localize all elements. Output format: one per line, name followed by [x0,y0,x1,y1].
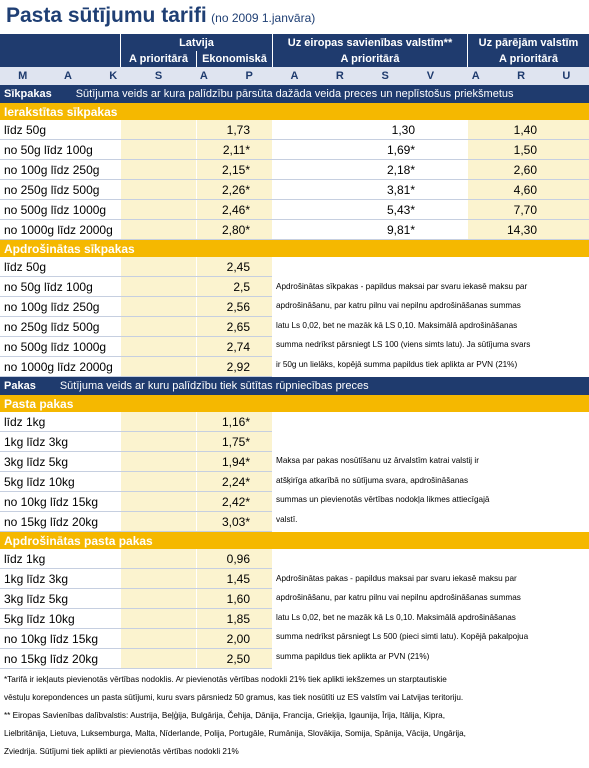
maksa-letter: U [562,70,571,82]
price-lv-cell: 2,5 [196,277,272,296]
weight-cell: līdz 50g [4,122,47,137]
note-line: summa nedrīkst pārsniegt LS 100 (viens simts latu). Ja sūtījuma svars [276,340,531,350]
a-prior-lv-cell [120,257,196,276]
title-main: Pasta sūtījumu tarifi [6,4,207,27]
table-row [0,569,272,589]
section-sikpakas-desc: Sūtījuma veids ar kura palīdzību pārsūta dažāda veida preces un neplīstošus priekšmetus [75,88,514,100]
price-lv-cell: 2,46* [196,200,272,219]
header-latvija: Latvija [120,34,272,51]
table-row [0,257,272,277]
note-pasta-pakas [272,412,589,532]
note-line: valstī. [276,514,298,524]
maksa-letter: R [335,70,344,82]
a-prior-lv-cell [120,277,196,296]
table-row [0,297,272,317]
price-eu-cell: 5,43* [272,200,467,219]
table-row [0,200,589,220]
a-prior-lv-cell [120,589,196,608]
price-lv-cell: 2,00 [196,629,272,648]
maksa-letter: M [18,70,28,82]
table-row [0,357,272,377]
note-line: latu Ls 0,02, bet ne mazāk kā Ls 0,10. Maksimālā apdrošināšanas [276,612,516,622]
header-row-1 [0,34,589,51]
header-a-prior-lv: A prioritārā [120,51,196,67]
a-prior-lv-cell [120,569,196,588]
weight-cell: no 250g līdz 500g [4,182,100,197]
weight-cell: 1kg līdz 3kg [4,571,69,586]
a-prior-lv-cell [120,512,196,531]
price-lv-cell: 2,15* [196,160,272,179]
note-line: apdrošināšanu, par katru pilnu vai nepilnu apdrošināšanas summas [276,593,521,603]
a-prior-lv-cell [120,120,196,139]
table-ierakstitas [0,120,589,240]
table-row [0,609,272,629]
a-prior-lv-cell [120,357,196,376]
table-row [0,337,272,357]
weight-cell: 3kg līdz 5kg [4,591,69,606]
table-row [0,472,272,492]
a-prior-lv-cell [120,160,196,179]
table-row [0,180,589,200]
price-lv-cell: 2,45 [196,257,272,276]
table-row [0,412,272,432]
table-row [0,589,272,609]
note-line: latu Ls 0,02, bet ne mazāk kā LS 0,10. Maksimālā apdrošināšanas [276,320,518,330]
price-lv-cell: 1,16* [196,412,272,431]
price-other-cell: 14,30 [467,220,589,239]
price-lv-cell: 2,56 [196,297,272,316]
subsection-ierakstitas: Ierakstītas sīkpakas [0,103,589,120]
table-row [0,492,272,512]
a-prior-lv-cell [120,200,196,219]
zone-apdrosinatas-sikpakas [0,257,589,377]
table-row [0,549,272,569]
section-pakas-desc: Sūtījuma veids ar kuru palīdzību tiek sūtītas rūpniecības preces [59,380,369,392]
table-row [0,277,272,297]
a-prior-lv-cell [120,297,196,316]
table-row [0,160,589,180]
weight-cell: 1kg līdz 3kg [4,434,69,449]
a-prior-lv-cell [120,180,196,199]
table-apdrosinatas-sikpakas [0,257,272,377]
table-row [0,629,272,649]
note-line: summa papildus tiek aplikta ar PVN (21%) [276,651,430,661]
price-eu-cell: 1,30 [272,120,467,139]
table-row [0,432,272,452]
header-other: Uz pārējām valstīm [467,34,589,51]
note-apdrosinatas-pakas [272,549,589,669]
weight-cell: līdz 1kg [4,551,46,566]
footer-line: Lielbritānija, Lietuva, Luksemburga, Malta, Nīderlande, Polija, Portugāle, Rumānija, Slovākija, Somija, Spānija, Vācija, Ungārija, [4,729,466,738]
price-lv-cell: 1,60 [196,589,272,608]
section-pakas [0,377,589,395]
note-line: ir 50g un lielāks, kopējā summa papildus tiek aplikta ar PVN (21%) [276,359,518,369]
note-line: atšķirīga atkarībā no sūtījuma svara, apdrošināšanas [276,475,469,485]
note-line [276,257,589,277]
price-lv-cell: 2,42* [196,492,272,511]
price-other-cell: 1,50 [467,140,589,159]
a-prior-lv-cell [120,432,196,451]
a-prior-lv-cell [120,412,196,431]
weight-cell: līdz 1kg [4,414,46,429]
weight-cell: no 15kg līdz 20kg [4,651,99,666]
weight-cell: no 50g līdz 100g [4,142,93,157]
weight-cell: 5kg līdz 10kg [4,474,75,489]
a-prior-lv-cell [120,649,196,668]
a-prior-lv-cell [120,220,196,239]
a-prior-lv-cell [120,317,196,336]
maksa-letter: K [109,70,118,82]
page-title [0,0,589,34]
price-eu-cell: 1,69* [272,140,467,159]
weight-cell: 3kg līdz 5kg [4,454,69,469]
price-eu-cell: 3,81* [272,180,467,199]
price-lv-cell: 1,94* [196,452,272,471]
weight-cell: no 50g līdz 100g [4,279,93,294]
maksa-letter: S [381,70,389,82]
price-lv-cell: 1,45 [196,569,272,588]
a-prior-lv-cell [120,629,196,648]
price-lv-cell: 1,73 [196,120,272,139]
footer-line: *Tarifā ir iekļauts pievienotās vērtības nodoklis. Ar pievienotās vērtības nodokli 21% tiek aplikti iekšzemes un starptautiskie [4,675,447,684]
section-sikpakas-label: Sīkpakas [4,88,52,100]
footer-line: ** Eiropas Savienības dalībvalstis: Austrija, Beļģija, Bulgārija, Čehija, Dānija, Francija, Grieķija, Igaunija, Īrija, Itālija, Kipra, [4,711,445,720]
note-line: apdrošināšanu, par katru pilnu vai nepilnu apdrošināšanas summas [276,301,521,311]
price-other-cell: 1,40 [467,120,589,139]
maksa-letter: V [426,70,435,82]
price-lv-cell: 2,74 [196,337,272,356]
weight-cell: no 15kg līdz 20kg [4,514,99,529]
price-lv-cell: 2,26* [196,180,272,199]
footer-line: vēstuļu korepondences un pasta sūtījumi, kuru svars pārsniedz 50 gramus, kas tiek nosūtīti uz ES valstīm vai Latvijas teritoriju. [4,693,464,702]
a-prior-lv-cell [120,140,196,159]
title-sub: (no 2009 1.janvāra) [211,11,316,25]
price-eu-cell: 9,81* [272,220,467,239]
weight-cell: no 10kg līdz 15kg [4,494,99,509]
price-lv-cell: 1,75* [196,432,272,451]
note-line: Maksa par pakas nosūtīšanu uz ārvalstīm katrai valstij ir [276,456,479,466]
price-lv-cell: 2,50 [196,649,272,668]
price-lv-cell: 2,80* [196,220,272,239]
note-line: Apdrošinātas pakas - papildus maksai par svaru iekasē maksu par [276,573,517,583]
price-other-cell: 7,70 [467,200,589,219]
weight-cell: no 250g līdz 500g [4,319,100,334]
weight-cell: no 100g līdz 250g [4,162,100,177]
header-ekonomiska: Ekonomiskā [196,51,272,67]
maksa-letter: P [245,70,253,82]
price-eu-cell: 2,18* [272,160,467,179]
maksa-letter: R [517,70,526,82]
note-apdrosinatas-sikpakas [272,257,589,377]
weight-cell: no 500g līdz 1000g [4,339,107,354]
weight-cell: no 10kg līdz 15kg [4,631,99,646]
maksa-letter: A [199,70,208,82]
note-line: summas un pievienotās vērtības nodokļa likmes attiecīgajā [276,495,490,505]
header-a-prior-other: A prioritārā [467,51,589,67]
table-row [0,317,272,337]
note-line [276,432,589,452]
maksa-letter: S [154,70,163,82]
price-other-cell: 4,60 [467,180,589,199]
note-line: Apdrošinātas sīkpakas - papildus maksai par svaru iekasē maksu par [276,281,528,291]
a-prior-lv-cell [120,337,196,356]
subsection-apdrosinatas-sikpakas: Apdrošinātas sīkpakas [0,240,589,257]
table-row [0,220,589,240]
subsection-apdrosinatas-pakas: Apdrošinātas pasta pakas [0,532,589,549]
table-row [0,512,272,532]
footer-notes [0,669,589,761]
note-line [276,412,589,432]
weight-cell: no 1000g līdz 2000g [4,359,113,374]
table-row [0,649,272,669]
table-row [0,452,272,472]
table-apdrosinatas-pakas [0,549,272,669]
footer-line: Zviedrija. Sūtījumi tiek aplikti ar pievienotās vērtības nodokli 21% [4,747,239,756]
price-lv-cell: 2,92 [196,357,272,376]
a-prior-lv-cell [120,472,196,491]
price-lv-cell: 0,96 [196,549,272,568]
section-sikpakas [0,85,589,103]
table-pasta-pakas [0,412,272,532]
a-prior-lv-cell [120,492,196,511]
subsection-pasta-pakas: Pasta pakas [0,395,589,412]
table-row [0,120,589,140]
price-lv-cell: 3,03* [196,512,272,531]
weight-cell: no 500g līdz 1000g [4,202,107,217]
price-lv-cell: 1,85 [196,609,272,628]
maksa-letter: A [290,70,299,82]
weight-cell: no 1000g līdz 2000g [4,222,113,237]
a-prior-lv-cell [120,609,196,628]
note-line [276,549,589,569]
header-row-2 [0,51,589,67]
price-other-cell: 2,60 [467,160,589,179]
header-eu: Uz eiropas savienības valstīm** [272,34,467,51]
maksa-letter: A [63,70,72,82]
zone-apdrosinatas-pakas [0,549,589,669]
note-line: summa nedrīkst pārsniegt Ls 500 (pieci simti latu). Kopējā pakalpojua [276,632,529,642]
price-lv-cell: 2,11* [196,140,272,159]
price-lv-cell: 2,24* [196,472,272,491]
weight-cell: 5kg līdz 10kg [4,611,75,626]
a-prior-lv-cell [120,452,196,471]
weight-cell: no 100g līdz 250g [4,299,100,314]
price-lv-cell: 2,65 [196,317,272,336]
maksa-par-svaru-row [0,67,589,85]
table-row [0,140,589,160]
weight-cell: līdz 50g [4,259,47,274]
maksa-letter: A [471,70,480,82]
a-prior-lv-cell [120,549,196,568]
header-a-prior-eu: A prioritārā [272,51,467,67]
section-pakas-label: Pakas [4,380,36,392]
zone-pasta-pakas [0,412,589,532]
